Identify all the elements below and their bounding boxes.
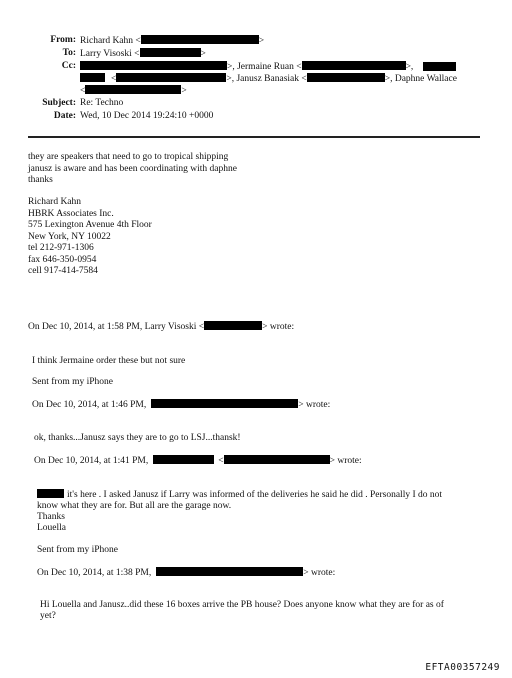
redaction-box [151,399,298,408]
signature-line: tel 212-971-1306 [28,243,94,253]
redaction-box [116,73,226,82]
quote-text [37,489,442,502]
cc-line-1 [80,61,413,74]
attribution-wrote: > wrote: [298,400,331,410]
cc-jermaine: >, Jermaine Ruan < [227,62,302,72]
quote-sent: Sent from my iPhone [32,377,114,387]
redaction-box [153,455,214,464]
signature [28,197,152,278]
signature-line: New York, NY 10022 [28,231,111,242]
quote-attribution [34,455,362,468]
quote-text: I think Jermaine order these but not sure [32,356,186,366]
redaction-box [307,73,385,82]
redaction-box [302,61,406,70]
redaction-box [80,73,105,82]
to-label: To: [62,48,76,58]
attribution-lt: < [218,456,224,466]
cc-label: Cc: [61,61,76,71]
attribution-text: On Dec 10, 2014, at 1:46 PM, [32,400,147,410]
attribution-text: On Dec 10, 2014, at 1:41 PM, [34,456,149,466]
redaction-box [204,321,262,330]
body-line: janusz is aware and has been coordinating with daphne [28,163,237,174]
cc-gtcomma: >, [405,62,414,72]
attribution-wrote: > wrote: [262,322,295,332]
signature-line: HBRK Associates Inc. [28,208,114,219]
quote-attribution [28,321,294,334]
quote-line: know what they are for. But all are the garage now. [37,501,232,511]
from-gt: > [258,36,265,46]
quote-sent: Sent from my iPhone [37,545,119,555]
attribution-text: On Dec 10, 2014, at 1:38 PM, [37,568,152,578]
cc-daphne: >, Daphne Wallace [384,74,457,84]
to-name: Larry Visoski < [80,49,140,59]
header-divider [28,136,480,138]
signature-line: cell 917-414-7584 [28,266,98,276]
redaction-box [423,62,456,71]
date-label: Date: [53,111,76,121]
to-gt: > [200,49,206,59]
attribution-wrote: > wrote: [329,456,362,466]
quote-line: Hi Louella and Janusz..did these 16 boxes arrive the PB house? Does anyone know what they are for as of [40,600,444,610]
from-value [80,35,264,48]
message-body [28,152,237,187]
body-line: they are speakers that need to go to tropical shipping [28,152,229,162]
cc-line-2 [80,73,457,86]
attribution-wrote: > wrote: [303,568,336,578]
redaction-box [156,567,303,576]
redaction-box [224,455,330,464]
body-line: thanks [28,175,53,185]
redaction-box [80,61,227,70]
subject-label: Subject: [42,98,76,108]
signature-line: 575 Lexington Avenue 4th Floor [28,220,152,230]
signature-line: fax 646-350-0954 [28,254,97,265]
quote-line: Louella [37,523,67,533]
cc-line-3 [80,85,187,98]
redaction-box [37,489,64,498]
redaction-box [141,35,259,44]
from-name: Richard Kahn < [80,36,141,46]
to-value [80,48,206,61]
subject-value: Re: Techno [80,98,124,108]
quote-line: it's here . I asked Janusz if Larry was informed of the deliveries he said he did . Personally I do not [67,490,443,500]
document-id: EFTA00357249 [425,662,500,673]
cc-gt: > [181,86,187,96]
redaction-box [140,48,201,57]
quote-text: ok, thanks...Janusz says they are to go to LSJ...thansk! [34,433,241,443]
quote-line: Thanks [37,512,65,522]
attribution-text: On Dec 10, 2014, at 1:58 PM, Larry Visoski < [28,322,205,332]
date-value: Wed, 10 Dec 2014 19:24:10 +0000 [80,111,214,121]
quote-attribution [37,567,335,580]
quote-attribution [32,399,330,412]
redaction-box [85,85,181,94]
cc-lt: < [111,74,117,84]
cc-lt: < [80,86,86,96]
from-label: From: [50,35,76,45]
signature-line: Richard Kahn [28,197,82,207]
cc-janusz: >, Janusz Banasiak < [226,74,307,84]
quote-line: yet? [40,611,56,621]
